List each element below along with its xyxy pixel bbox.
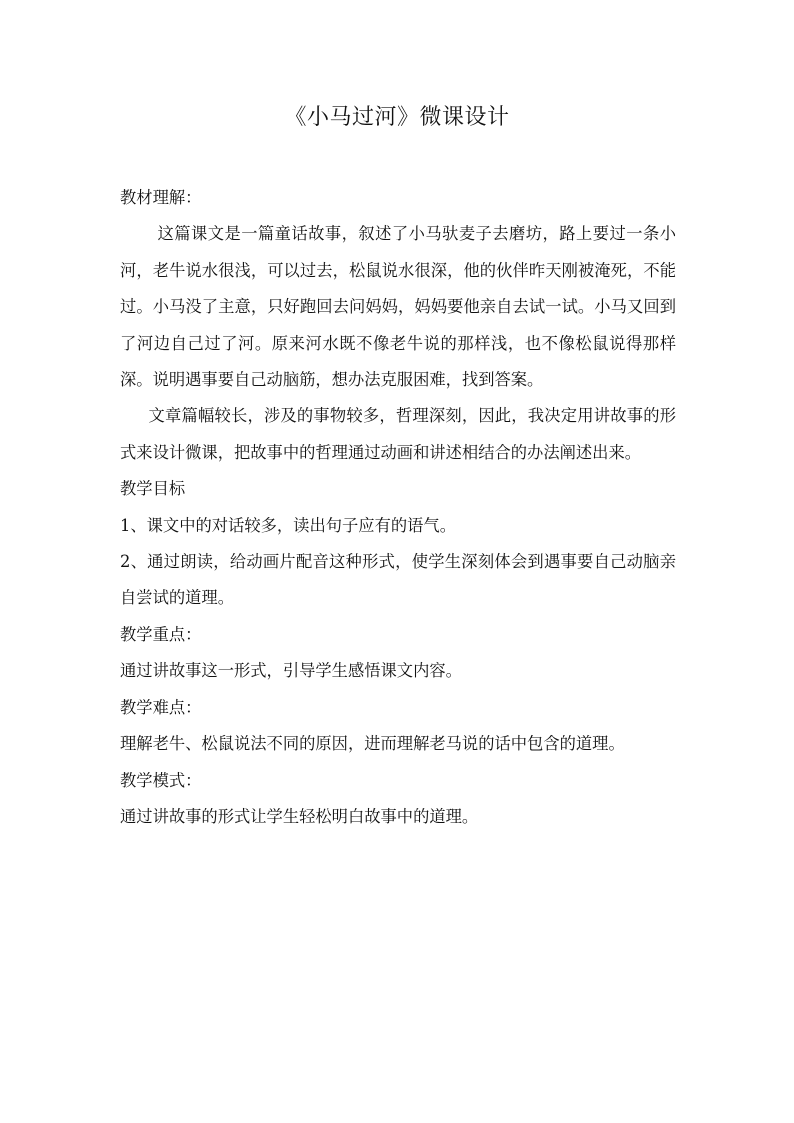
difficulties-text: 理解老牛、松鼠说法不同的原因，进而理解老马说的话中包含的道理。	[120, 734, 625, 754]
teaching-goal-1: 1、课文中的对话较多，读出句子应有的语气。	[120, 515, 456, 535]
document-body	[120, 180, 676, 835]
heading-material-understanding: 教材理解：	[120, 188, 202, 207]
heading-difficulties: 教学难点：	[120, 697, 202, 717]
teaching-mode-text: 通过讲故事的形式让学生轻松明白故事中的道理。	[120, 806, 479, 826]
heading-key-points: 教学重点：	[120, 624, 202, 644]
paragraph-design-approach: 文章篇幅较长，涉及的事物较多，哲理深刻，因此，我决定用讲故事的形式来设计微课，把故事中的哲理通过动画和讲述相结合的办法阐述出来。	[120, 406, 676, 462]
key-points-text: 通过讲故事这一形式，引导学生感悟课文内容。	[120, 661, 462, 681]
document-title: 《小马过河》微课设计	[284, 105, 510, 130]
paragraph-story-summary: 这篇课文是一篇童话故事，叙述了小马驮麦子去磨坊，路上要过一条小河，老牛说水很浅，可以过去，松鼠说水很深，他的伙伴昨天刚被淹死，不能过。小马没了主意，只好跑回去问妈妈，妈妈要他亲自去试一试。小马又回到了河边自己过了河。原来河水既不像老牛说的那样浅，也不像松鼠说得那样深。说明遇事要自己动脑筋，想办法克服困难，找到答案。	[120, 224, 676, 390]
heading-teaching-mode: 教学模式：	[120, 770, 202, 790]
teaching-goal-2: 2、通过朗读，给动画片配音这种形式，使学生深刻体会到遇事要自己动脑亲自尝试的道理。	[120, 552, 676, 608]
heading-teaching-goals: 教学目标	[120, 479, 186, 499]
